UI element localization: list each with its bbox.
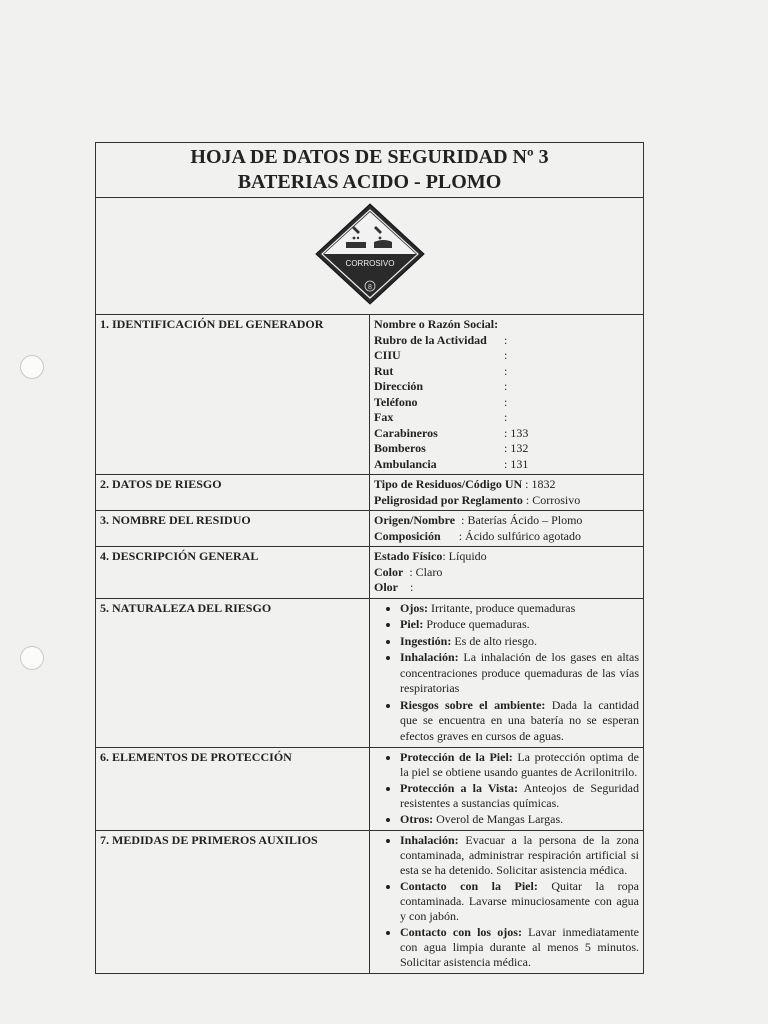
item-text: Overol de Mangas Largas. xyxy=(433,812,564,826)
field-label: Nombre o Razón Social: xyxy=(374,317,499,331)
punch-hole-bottom xyxy=(20,646,44,670)
list-item xyxy=(400,812,639,827)
list-item xyxy=(400,833,639,878)
field-value: : xyxy=(504,379,508,393)
item-label: Contacto con la Piel: xyxy=(400,879,538,893)
field-value: : xyxy=(504,410,508,424)
item-label: Ojos: xyxy=(400,600,428,615)
field-value: : Claro xyxy=(403,564,443,579)
section-3-content xyxy=(370,511,644,547)
field-fax xyxy=(374,410,639,426)
section-4-content xyxy=(370,547,644,599)
field-carabineros xyxy=(374,426,639,442)
item-label: Protección de la Piel: xyxy=(400,750,513,764)
section-4-title: 4. DESCRIPCIÓN GENERAL xyxy=(96,547,370,599)
item-text: Lavar inmediatamente con agua limpia durante al menos 5 minutos. Solicitar asistencia médica. xyxy=(400,925,639,969)
section-5-title: 5. NATURALEZA DEL RIESGO xyxy=(96,598,370,748)
sheet-title xyxy=(96,143,644,198)
item-text: Dada la cantidad que se encuentra en una batería no se esperan efectos graves en cursos de aguas. xyxy=(400,697,640,743)
field-value: : Baterías Ácido – Plomo xyxy=(455,513,583,527)
field-label: Dirección xyxy=(374,379,424,393)
field-label: Teléfono xyxy=(374,394,418,409)
field-razon-social xyxy=(374,317,639,333)
section-2-content xyxy=(370,475,644,511)
risk-list xyxy=(374,601,639,745)
item-label: Riesgos sobre el ambiente: xyxy=(400,697,546,712)
item-label: Piel: xyxy=(400,617,424,631)
field-label: Rubro de la Actividad xyxy=(374,332,487,347)
item-text: Quitar la ropa contaminada. Lavarse minuciosamente con agua y con jabón. xyxy=(400,879,640,923)
hazard-label: CORROSIVO xyxy=(345,258,394,268)
field-value: : Ácido sulfúrico agotado xyxy=(440,528,581,543)
item-text: Anteojos de Seguridad resistentes a sustancias químicas. xyxy=(400,781,639,810)
field-label: Rut xyxy=(374,363,394,378)
section-3-title: 3. NOMBRE DEL RESIDUO xyxy=(96,511,370,547)
field-value: : xyxy=(504,394,508,409)
field-label: Carabineros xyxy=(374,425,438,440)
field-label: Color xyxy=(374,564,404,579)
list-item xyxy=(400,601,639,617)
field-value: : xyxy=(504,348,508,362)
section-primeros-auxilios xyxy=(96,831,644,974)
field-value: : 131 xyxy=(504,456,529,471)
section-identificacion xyxy=(96,315,644,475)
section-6-title: 6. ELEMENTOS DE PROTECCIÓN xyxy=(96,748,370,831)
punch-hole-top xyxy=(20,355,44,379)
hazard-sign-cell xyxy=(96,198,644,315)
field-value: : xyxy=(504,363,508,378)
field-telefono xyxy=(374,395,639,411)
field-value: : 132 xyxy=(504,441,529,455)
field-label: CIIU xyxy=(374,348,401,362)
item-text: La inhalación de los gases en altas concentraciones produce quemaduras de las vías respiratorias xyxy=(400,650,639,695)
field-value: : Líquido xyxy=(442,549,487,563)
field-value: : 133 xyxy=(504,425,529,440)
field-label: Peligrosidad por Reglamento xyxy=(374,492,523,507)
section-6-content xyxy=(370,748,644,831)
field-value xyxy=(498,317,639,333)
list-item xyxy=(400,781,639,811)
section-5-content xyxy=(370,598,644,748)
list-item xyxy=(400,698,639,745)
section-2-title: 2. DATOS DE RIESGO xyxy=(96,475,370,511)
list-item xyxy=(400,650,639,697)
field-label: Fax xyxy=(374,410,394,424)
first-aid-list xyxy=(374,833,639,970)
item-label: Contacto con los ojos: xyxy=(400,925,522,939)
protection-list xyxy=(374,750,639,827)
field-label: Composición xyxy=(374,528,441,543)
field-rubro xyxy=(374,333,639,349)
field-value: : 1832 xyxy=(522,477,556,491)
field-value: : Corrosivo xyxy=(522,492,581,507)
safety-data-sheet-table xyxy=(95,142,644,974)
field-rut xyxy=(374,364,639,380)
section-nombre-residuo xyxy=(96,511,644,547)
field-label: Bomberos xyxy=(374,441,426,455)
field-label: Origen/Nombre xyxy=(374,513,456,527)
section-7-title: 7. MEDIDAS DE PRIMEROS AUXILIOS xyxy=(96,831,370,974)
field-label: Ambulancia xyxy=(374,456,437,471)
section-1-content xyxy=(370,315,644,475)
list-item xyxy=(400,617,639,633)
section-1-title: 1. IDENTIFICACIÓN DEL GENERADOR xyxy=(96,315,370,475)
title-line-2: BATERIAS ACIDO - PLOMO xyxy=(237,171,502,193)
item-label: Otros: xyxy=(400,812,434,826)
item-label: Inhalación: xyxy=(400,833,459,847)
item-text: Produce quemaduras. xyxy=(423,617,530,631)
list-item xyxy=(400,750,639,780)
item-label: Ingestión: xyxy=(400,633,452,648)
field-ciiu xyxy=(374,348,639,364)
corrosive-hazard-icon xyxy=(314,202,426,306)
field-label: Olor xyxy=(374,580,398,594)
hazard-class-number: 8 xyxy=(367,283,372,291)
field-direccion xyxy=(374,379,639,395)
section-7-content xyxy=(370,831,644,974)
item-label: Protección a la Vista: xyxy=(400,781,519,795)
field-label: Tipo de Residuos/Código UN xyxy=(374,477,523,491)
section-elementos-proteccion xyxy=(96,748,644,831)
field-label: Estado Físico xyxy=(374,549,443,563)
title-line-1: HOJA DE DATOS DE SEGURIDAD Nº 3 xyxy=(190,146,549,168)
list-item xyxy=(400,634,639,650)
field-bomberos xyxy=(374,441,639,457)
item-text: Irritante, produce quemaduras xyxy=(428,600,576,615)
item-text: Evacuar a la persona de la zona contaminada, administrar respiración artificial si esta se ha detenido. Solicitar asistencia médica. xyxy=(400,833,639,877)
field-value: : xyxy=(504,332,508,347)
item-label: Inhalación: xyxy=(400,650,459,664)
item-text: Es de alto riesgo. xyxy=(451,633,537,648)
section-naturaleza-riesgo xyxy=(96,598,644,748)
field-ambulancia xyxy=(374,457,639,473)
list-item xyxy=(400,879,639,924)
section-descripcion-general xyxy=(96,547,644,599)
item-text: La protección optima de la piel se obtiene usando guantes de Acrilonitrilo. xyxy=(400,750,640,779)
field-value: : xyxy=(398,580,414,594)
list-item xyxy=(400,925,639,970)
section-datos-riesgo xyxy=(96,475,644,511)
